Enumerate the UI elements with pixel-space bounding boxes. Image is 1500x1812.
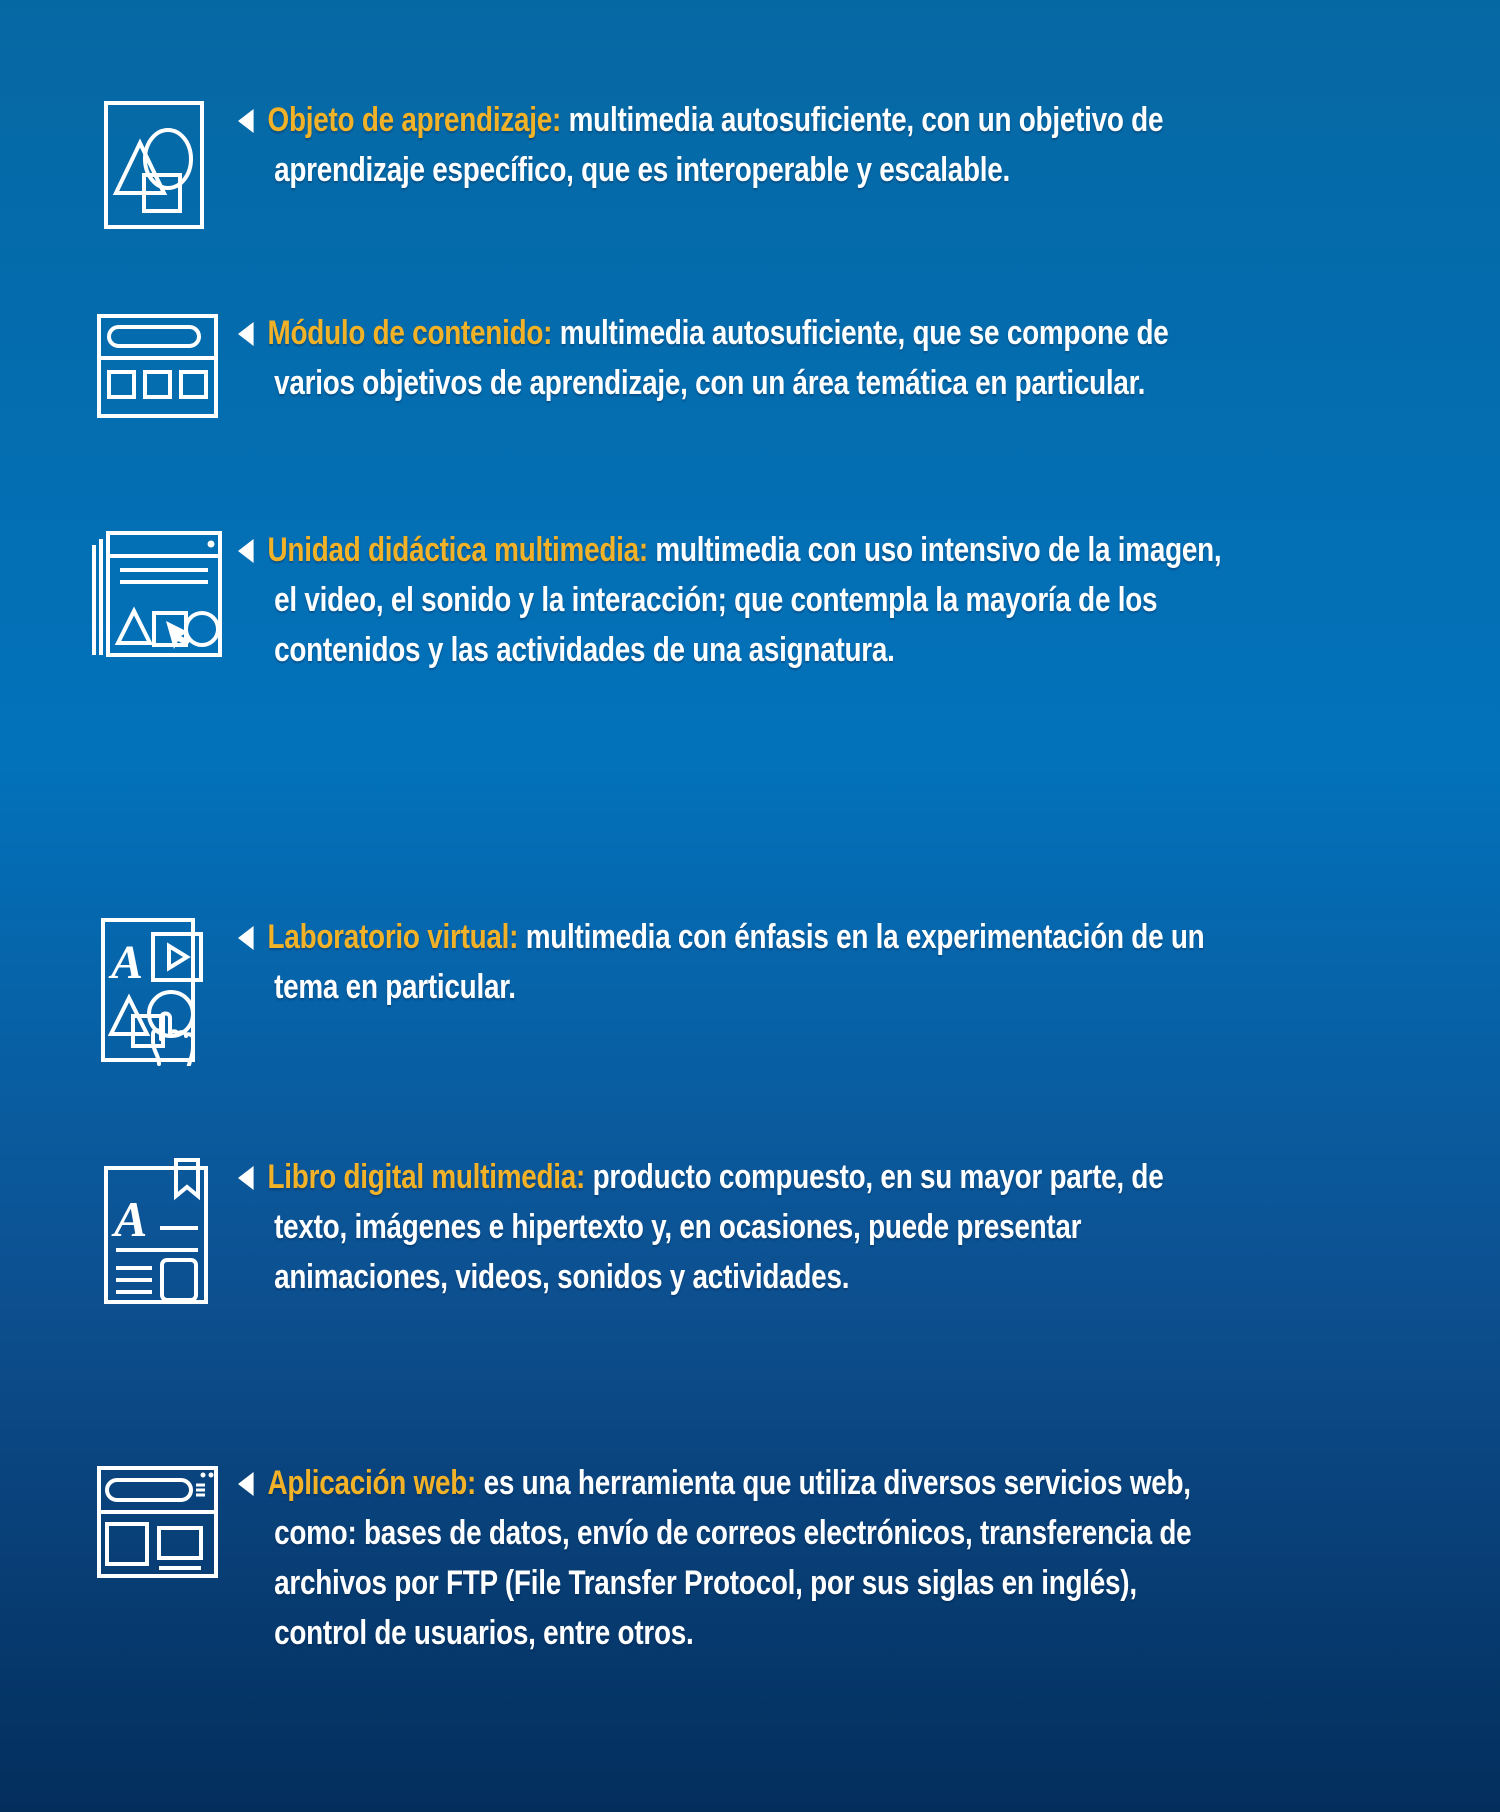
left-arrow-bullet-icon: [238, 109, 254, 133]
term-label: Unidad didáctica multimedia:: [267, 531, 648, 569]
left-arrow-bullet-icon: [238, 1166, 254, 1190]
svg-text:A: A: [111, 936, 144, 989]
left-arrow-bullet-icon: [238, 322, 254, 346]
term-label: Aplicación web:: [267, 1464, 477, 1502]
left-arrow-bullet-icon: [238, 926, 254, 950]
term-description: producto compuesto, en su mayor parte, de texto, imágenes e hipertexto y, en ocasiones, puede presentar animaciones, videos, sonidos y actividades.: [274, 1158, 1164, 1296]
term-description: multimedia con énfasis en la experimentación de un tema en particular.: [274, 918, 1205, 1006]
term-label: Laboratorio virtual:: [267, 918, 519, 956]
term-label: Módulo de contenido:: [267, 314, 553, 352]
web-app-icon: [82, 1462, 232, 1580]
term-description: es una herramienta que utiliza diversos servicios web, como: bases de datos, envío de correos electrónicos, transferencia de archivos por FTP (File Transfer Protocol, por sus siglas en inglés), control de usuarios, entre otros.: [274, 1464, 1192, 1652]
svg-text:A: A: [113, 1191, 147, 1247]
content-module-icon: [82, 312, 232, 420]
term-label: Objeto de aprendizaje:: [267, 101, 562, 139]
learning-object-icon: [82, 99, 232, 231]
didactic-unit-icon: [82, 529, 232, 659]
digital-book-icon: [82, 1156, 232, 1306]
term-description: multimedia autosuficiente, que se compone de varios objetivos de aprendizaje, con un área temática en particular.: [274, 314, 1169, 402]
term-description: multimedia con uso intensivo de la imagen, el video, el sonido y la interacción; que contempla la mayoría de los contenidos y las actividades de una asignatura.: [274, 531, 1222, 669]
virtual-lab-icon: [82, 916, 232, 1066]
term-label: Libro digital multimedia:: [267, 1158, 586, 1196]
left-arrow-bullet-icon: [238, 539, 254, 563]
term-description: multimedia autosuficiente, con un objetivo de aprendizaje específico, que es interoperable y escalable.: [274, 101, 1164, 189]
left-arrow-bullet-icon: [238, 1472, 254, 1496]
